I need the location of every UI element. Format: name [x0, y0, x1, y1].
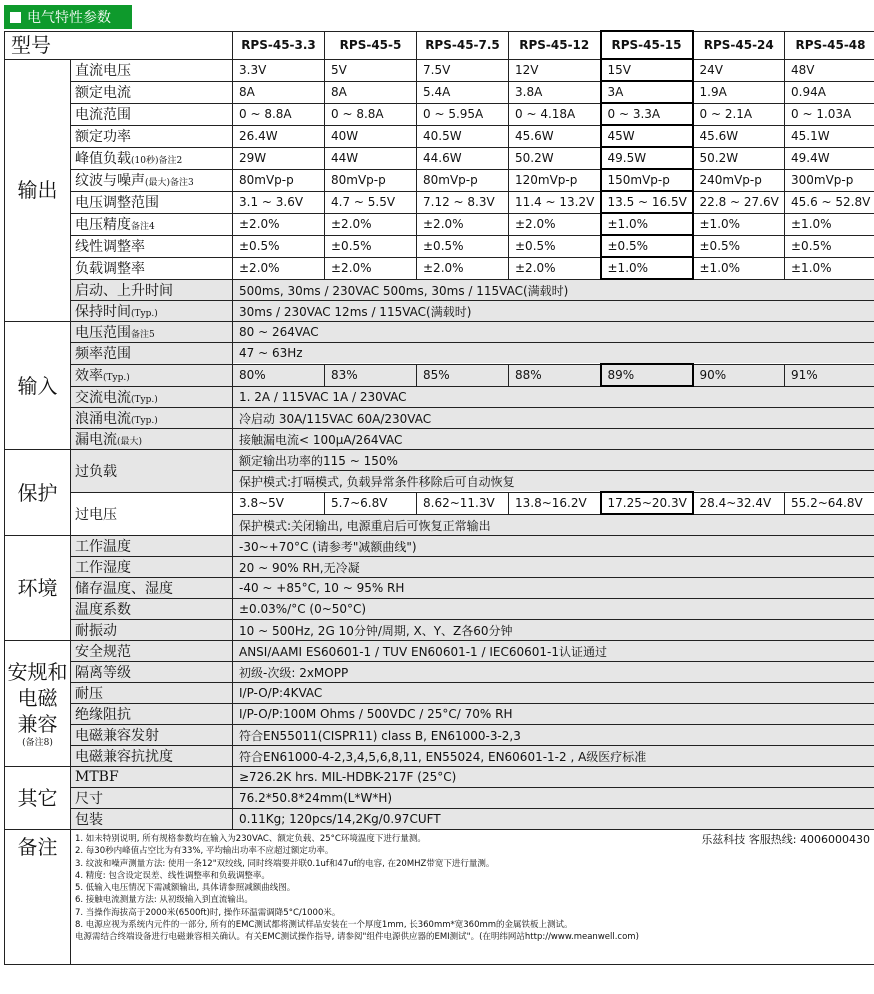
dc-voltage-value: 15V [601, 59, 693, 81]
load-reg-value: ±2.0% [325, 257, 417, 279]
freq-range-label-text: 频率范围 [75, 346, 131, 363]
line-reg-value: ±0.5% [325, 235, 417, 257]
efficiency-value: 83% [325, 364, 417, 386]
storage-label [71, 578, 233, 599]
table-row [5, 557, 874, 578]
load-reg-value: ±2.0% [417, 257, 509, 279]
efficiency-label [71, 364, 233, 386]
line-reg-value: ±0.5% [693, 235, 785, 257]
voltage-adj-label [71, 191, 233, 213]
efficiency-label-note: (Typ.) [103, 373, 130, 383]
voltage-adj-value: 7.12 ~ 8.3V [417, 191, 509, 213]
model-label: 型号 [5, 31, 233, 59]
table-row [5, 364, 874, 386]
packing-label [71, 809, 233, 830]
table-row [5, 169, 874, 191]
table-row [5, 103, 874, 125]
table-row [5, 322, 874, 343]
table-row [5, 683, 874, 704]
ac-current-value: 1. 2A / 115VAC 1A / 230VAC [233, 386, 874, 408]
ripple-value: 80mVp-p [417, 169, 509, 191]
voltage-adj-value: 3.1 ~ 3.6V [233, 191, 325, 213]
category-notes: 备注 [5, 830, 71, 965]
overvoltage-label [71, 492, 233, 536]
table-row [5, 408, 874, 429]
overvoltage-value: 55.2~64.8V [785, 492, 874, 514]
table-row [5, 620, 874, 641]
category-safety-text: 兼容 [17, 711, 58, 736]
current-range-value: 0 ~ 8.8A [233, 103, 325, 125]
table-row [5, 279, 874, 301]
voltage-tol-value: ±1.0% [693, 213, 785, 235]
efficiency-label-text: 效率 [75, 368, 103, 384]
load-reg-label-text: 负载调整率 [75, 261, 145, 277]
model-name: RPS-45-15 [601, 31, 693, 59]
load-reg-value: ±2.0% [233, 257, 325, 279]
line-reg-value: ±0.5% [785, 235, 874, 257]
rated-power-value: 45W [601, 125, 693, 147]
work-humidity-label [71, 557, 233, 578]
note-line: 2. 每30秒内峰值占空比为有33%, 平均输出功率不应超过额定功率。 [75, 846, 334, 857]
dc-voltage-value: 7.5V [417, 59, 509, 81]
table-row [5, 809, 874, 830]
category-protection: 保护 [5, 450, 71, 536]
inrush-value: 冷启动 30A/115VAC 60A/230VAC [233, 408, 874, 429]
table-row [5, 450, 874, 471]
model-name: RPS-45-7.5 [417, 31, 509, 59]
leakage-value: 接触漏电流< 100µA/264VAC [233, 429, 874, 450]
dc-voltage-value: 48V [785, 59, 874, 81]
input-voltage-label [71, 322, 233, 343]
section-title: 电气特性参数 [27, 10, 111, 26]
table-row [5, 31, 874, 59]
note-line: 7. 当操作海拔高于2000米(6500ft)时, 操作环温需调降5°C/1000米。 [75, 907, 341, 918]
table-row [5, 788, 874, 809]
peak-load-value: 50.2W [509, 147, 601, 169]
input-voltage-label-text: 电压范围 [75, 325, 131, 341]
ripple-value: 80mVp-p [325, 169, 417, 191]
rated-power-label-text: 额定功率 [75, 129, 131, 145]
freq-range-value: 47 ~ 63Hz [233, 343, 874, 365]
emc-immunity-label [71, 746, 233, 767]
line-reg-value: ±0.5% [233, 235, 325, 257]
model-name: RPS-45-12 [509, 31, 601, 59]
note-line: 4. 精度: 包含设定误差、线性调整率和负载调整率。 [75, 870, 270, 881]
current-range-value: 0 ~ 3.3A [601, 103, 693, 125]
category-safety [5, 641, 71, 767]
safety-standards-label-text: 安全规范 [75, 644, 131, 660]
efficiency-value: 88% [509, 364, 601, 386]
table-row [5, 257, 874, 279]
table-row [5, 213, 874, 235]
line-reg-value: ±0.5% [417, 235, 509, 257]
model-name: RPS-45-5 [325, 31, 417, 59]
mtbf-label-text: MTBF [75, 769, 119, 785]
setup-rise-label-text: 启动、上升时间 [75, 282, 173, 299]
voltage-adj-value: 13.5 ~ 16.5V [601, 191, 693, 213]
model-name: RPS-45-48 [785, 31, 874, 59]
freq-range-label [71, 343, 233, 365]
table-row [5, 81, 874, 103]
emc-emission-value: 符合EN55011(CISPR11) class B, EN61000-3-2,3 [233, 725, 874, 746]
leakage-label-text: 漏电流 [75, 432, 117, 448]
inrush-label-note: (Typ.) [131, 416, 158, 426]
note-line: 8. 电源应视为系统内元件的一部分, 所有的EMC测试都将测试样品安装在一个厚度1mm, 长360mm*宽360mm的金属铁板上测试。 [75, 920, 573, 931]
ac-current-label-note: (Typ.) [131, 394, 158, 405]
table-row [5, 191, 874, 213]
line-reg-value: ±0.5% [509, 235, 601, 257]
rated-power-value: 40.5W [417, 125, 509, 147]
load-reg-label [71, 257, 233, 279]
work-temp-value: -30~+70°C (请参考"减额曲线") [233, 536, 874, 557]
ripple-label-note: (最大)备注3 [145, 178, 194, 188]
table-row [5, 830, 874, 965]
ripple-label [71, 169, 233, 191]
dimension-label [71, 788, 233, 809]
peak-load-value: 44.6W [417, 147, 509, 169]
overvoltage-value: 28.4~32.4V [693, 492, 785, 514]
ripple-value: 80mVp-p [233, 169, 325, 191]
table-row [5, 746, 874, 767]
table-row [5, 578, 874, 599]
vibration-label [71, 620, 233, 641]
mtbf-label [71, 767, 233, 788]
isolation-label-text: 隔离等级 [75, 665, 131, 681]
rated-power-value: 45.6W [509, 125, 601, 147]
setup-rise-label [71, 279, 233, 301]
dimension-label-text: 尺寸 [75, 791, 103, 807]
efficiency-value: 91% [785, 364, 874, 386]
ac-current-label [71, 386, 233, 408]
category-output: 输出 [5, 59, 71, 322]
voltage-adj-value: 11.4 ~ 13.2V [509, 191, 601, 213]
efficiency-value: 89% [601, 364, 693, 386]
category-safety-text: 安规和 [7, 659, 68, 684]
overload-line2: 保护模式:打嗝模式, 负载异常条件移除后可自动恢复 [233, 471, 874, 493]
insulation-label-text: 绝缘阻抗 [75, 707, 131, 723]
hold-up-label-text: 保持时间 [75, 304, 131, 320]
square-icon [10, 12, 21, 23]
vibration-label-text: 耐振动 [75, 623, 117, 639]
line-reg-label-text: 线性调整率 [75, 239, 145, 255]
table-row [5, 641, 874, 662]
voltage-tol-value: ±2.0% [417, 213, 509, 235]
rated-current-value: 1.9A [693, 81, 785, 103]
voltage-tol-value: ±1.0% [601, 213, 693, 235]
temp-coeff-label [71, 599, 233, 620]
table-row [5, 125, 874, 147]
current-range-label-text: 电流范围 [75, 107, 131, 123]
leakage-label-note: (最大) [117, 437, 143, 447]
line-reg-value: ±0.5% [601, 235, 693, 257]
insulation-label [71, 704, 233, 725]
emc-emission-label [71, 725, 233, 746]
efficiency-value: 85% [417, 364, 509, 386]
storage-label-text: 储存温度、湿度 [75, 581, 173, 597]
hold-up-label-note: (Typ.) [131, 309, 158, 319]
table-row [5, 235, 874, 257]
line-reg-label [71, 235, 233, 257]
voltage-tol-value: ±2.0% [509, 213, 601, 235]
section-header [4, 5, 132, 29]
table-row [5, 725, 874, 746]
load-reg-value: ±1.0% [785, 257, 874, 279]
peak-load-value: 50.2W [693, 147, 785, 169]
inrush-label [71, 408, 233, 429]
work-temp-label [71, 536, 233, 557]
voltage-adj-value: 22.8 ~ 27.6V [693, 191, 785, 213]
withstand-label-text: 耐压 [75, 686, 103, 702]
rated-power-value: 40W [325, 125, 417, 147]
voltage-tol-label-text: 电压精度 [75, 217, 131, 233]
table-row [5, 662, 874, 683]
isolation-label [71, 662, 233, 683]
voltage-tol-label-note: 备注4 [131, 222, 155, 232]
load-reg-value: ±1.0% [601, 257, 693, 279]
work-temp-label-text: 工作温度 [75, 539, 131, 555]
overvoltage-value: 13.8~16.2V [509, 492, 601, 514]
current-range-value: 0 ~ 8.8A [325, 103, 417, 125]
vibration-value: 10 ~ 500Hz, 2G 10分钟/周期, X、Y、Z各60分钟 [233, 620, 874, 641]
setup-rise-value: 500ms, 30ms / 230VAC 500ms, 30ms / 115VAC(满载时) [233, 279, 874, 301]
table-row [5, 704, 874, 725]
overvoltage-value: 5.7~6.8V [325, 492, 417, 514]
load-reg-value: ±1.0% [693, 257, 785, 279]
ripple-value: 240mVp-p [693, 169, 785, 191]
table-row [5, 536, 874, 557]
note-line: 3. 纹波和噪声测量方法: 使用一条12"双绞线, 同时终端要并联0.1uf和47uf的电容, 在20MHZ带宽下进行量测。 [75, 858, 495, 869]
category-input: 输入 [5, 322, 71, 450]
overload-line1: 额定输出功率的115 ~ 150% [233, 450, 874, 471]
rated-current-value: 3A [601, 81, 693, 103]
dimension-value: 76.2*50.8*24mm(L*W*H) [233, 788, 874, 809]
withstand-value: I/P-O/P:4KVAC [233, 683, 874, 704]
safety-standards-label [71, 641, 233, 662]
ripple-value: 120mVp-p [509, 169, 601, 191]
input-voltage-label-note: 备注5 [131, 330, 155, 340]
table-row [5, 599, 874, 620]
voltage-adj-label-text: 电压调整范围 [75, 195, 159, 211]
temp-coeff-label-text: 温度系数 [75, 602, 131, 618]
hold-up-label [71, 301, 233, 322]
hotline: 乐兹科技 客服热线: 4006000430 [701, 833, 870, 846]
dc-voltage-label [71, 59, 233, 81]
category-safety-note: (备注8) [22, 737, 53, 748]
peak-load-value: 44W [325, 147, 417, 169]
current-range-value: 0 ~ 2.1A [693, 103, 785, 125]
dc-voltage-value: 5V [325, 59, 417, 81]
category-safety-text: 电磁 [17, 685, 58, 710]
rated-current-label [71, 81, 233, 103]
rated-current-value: 8A [325, 81, 417, 103]
voltage-tol-value: ±2.0% [233, 213, 325, 235]
dc-voltage-label-text: 直流电压 [75, 63, 131, 79]
overvoltage-value: 8.62~11.3V [417, 492, 509, 514]
emc-immunity-label-text: 电磁兼容抗扰度 [75, 749, 173, 765]
dc-voltage-value: 12V [509, 59, 601, 81]
storage-value: -40 ~ +85°C, 10 ~ 95% RH [233, 578, 874, 599]
overvoltage-value: 3.8~5V [233, 492, 325, 514]
ripple-label-text: 纹波与噪声 [75, 173, 145, 189]
table-row [5, 59, 874, 81]
table-row [5, 343, 874, 365]
table-row [5, 767, 874, 788]
notes-body [71, 830, 874, 965]
note-line: 6. 接触电流测量方法: 从初级输入到直流输出。 [75, 895, 253, 906]
work-humidity-value: 20 ~ 90% RH,无冷凝 [233, 557, 874, 578]
table-row [5, 429, 874, 450]
current-range-value: 0 ~ 5.95A [417, 103, 509, 125]
emc-immunity-value: 符合EN61000-4-2,3,4,5,6,8,11, EN55024, EN60601-1-2 , A级医疗标准 [233, 746, 874, 767]
current-range-value: 0 ~ 4.18A [509, 103, 601, 125]
leakage-label [71, 429, 233, 450]
note-line: 1. 如未特别说明, 所有规格参数均在输入为230VAC、额定负载、25°C环境温度下进行量测。 [75, 834, 426, 844]
voltage-tol-value: ±2.0% [325, 213, 417, 235]
category-environment: 环境 [5, 536, 71, 641]
efficiency-value: 80% [233, 364, 325, 386]
voltage-adj-value: 45.6 ~ 52.8V [785, 191, 874, 213]
rated-current-value: 5.4A [417, 81, 509, 103]
table-row [5, 492, 874, 514]
rated-current-value: 3.8A [509, 81, 601, 103]
peak-load-value: 49.4W [785, 147, 874, 169]
overload-label-text: 过负载 [75, 463, 117, 480]
overload-label [71, 450, 233, 493]
current-range-label [71, 103, 233, 125]
table-row [5, 386, 874, 408]
peak-load-label-text: 峰值负载 [75, 151, 131, 167]
overvoltage-value: 17.25~20.3V [601, 492, 693, 514]
rated-power-value: 45.1W [785, 125, 874, 147]
dc-voltage-value: 24V [693, 59, 785, 81]
safety-standards-value: ANSI/AAMI ES60601-1 / TUV EN60601-1 / IEC60601-1认证通过 [233, 641, 874, 662]
packing-label-text: 包装 [75, 812, 103, 828]
hold-up-value: 30ms / 230VAC 12ms / 115VAC(满载时) [233, 301, 874, 322]
overvoltage-line2: 保护模式:关闭输出, 电源重启后可恢复正常输出 [233, 514, 874, 536]
table-row [5, 301, 874, 322]
category-others: 其它 [5, 767, 71, 830]
rated-power-value: 45.6W [693, 125, 785, 147]
withstand-label [71, 683, 233, 704]
note-line: 电源需结合终端设备进行电磁兼容相关确认。有关EMC测试操作指导, 请参阅"组件电源供应器的EMI测试"。(在明纬网站http://www.meanwell.com) [75, 932, 639, 943]
emc-emission-label-text: 电磁兼容发射 [75, 728, 159, 744]
inrush-label-text: 浪涌电流 [75, 411, 131, 427]
rated-current-label-text: 额定电流 [75, 85, 131, 101]
insulation-value: I/P-O/P:100M Ohms / 500VDC / 25°C/ 70% RH [233, 704, 874, 725]
dc-voltage-value: 3.3V [233, 59, 325, 81]
peak-load-value: 49.5W [601, 147, 693, 169]
voltage-tol-label [71, 213, 233, 235]
ripple-value: 300mVp-p [785, 169, 874, 191]
peak-load-label [71, 147, 233, 169]
load-reg-value: ±2.0% [509, 257, 601, 279]
model-name: RPS-45-24 [693, 31, 785, 59]
input-voltage-value: 80 ~ 264VAC [233, 322, 874, 343]
packing-value: 0.11Kg; 120pcs/14,2Kg/0.97CUFT [233, 809, 874, 830]
work-humidity-label-text: 工作湿度 [75, 560, 131, 576]
peak-load-value: 29W [233, 147, 325, 169]
table-row [5, 147, 874, 169]
voltage-tol-value: ±1.0% [785, 213, 874, 235]
overvoltage-label-text: 过电压 [75, 506, 117, 523]
efficiency-value: 90% [693, 364, 785, 386]
voltage-adj-value: 4.7 ~ 5.5V [325, 191, 417, 213]
current-range-value: 0 ~ 1.03A [785, 103, 874, 125]
ac-current-label-text: 交流电流 [75, 389, 131, 406]
rated-current-value: 0.94A [785, 81, 874, 103]
note-line: 5. 低输入电压情况下需减额输出, 具体请参照减额曲线图。 [75, 883, 296, 894]
mtbf-value: ≥726.2K hrs. MIL-HDBK-217F (25°C) [233, 767, 874, 788]
rated-power-label [71, 125, 233, 147]
spec-table [4, 30, 874, 965]
peak-load-label-note: (10秒)备注2 [131, 156, 183, 166]
temp-coeff-value: ±0.03%/°C (0~50°C) [233, 599, 874, 620]
model-name: RPS-45-3.3 [233, 31, 325, 59]
ripple-value: 150mVp-p [601, 169, 693, 191]
rated-power-value: 26.4W [233, 125, 325, 147]
rated-current-value: 8A [233, 81, 325, 103]
isolation-value: 初级-次级: 2xMOPP [233, 662, 874, 683]
